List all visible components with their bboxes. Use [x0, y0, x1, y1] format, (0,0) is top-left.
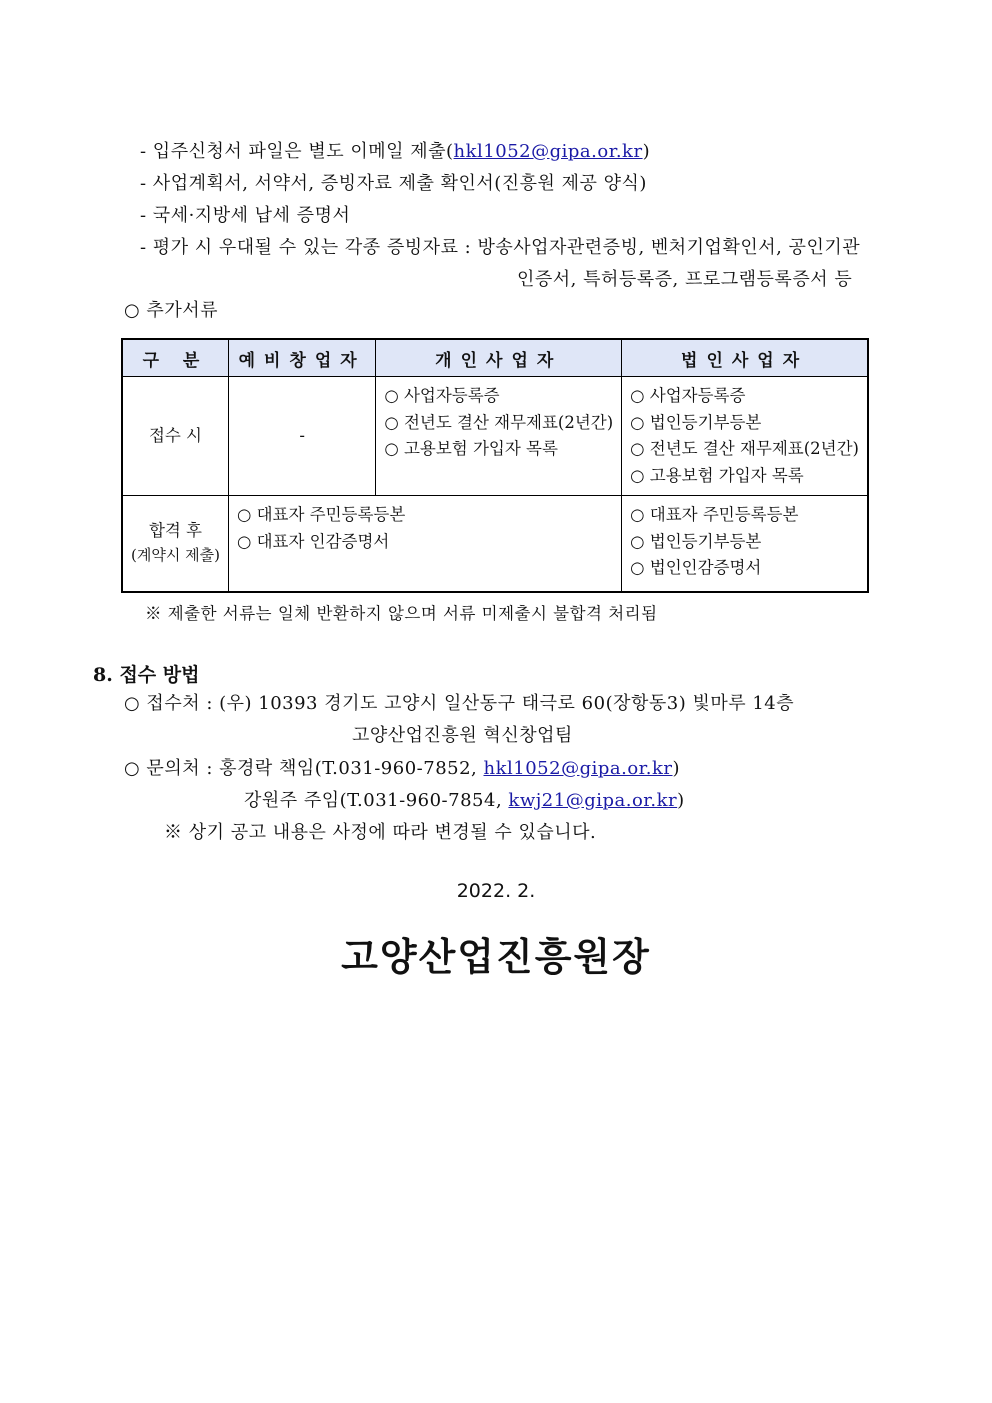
- list-item: ○ 법인등기부등본: [630, 412, 762, 432]
- email-link[interactable]: hkl1052@gipa.or.kr: [453, 141, 643, 162]
- row-label-line2: (계약시 제출): [131, 546, 220, 565]
- corporate-cell: [622, 496, 868, 592]
- list-item: ○ 전년도 결산 재무제표(2년간): [630, 439, 859, 458]
- pre-founder-cell: -: [228, 377, 375, 496]
- list-item: ○ 고용보험 가입자 목록: [630, 465, 804, 485]
- header-pre-founder: 예비창업자: [228, 339, 375, 377]
- address-team: 고양산업진흥원 혁신창업팀: [352, 725, 573, 746]
- list-item: ○ 대표자 주민등록등본: [630, 505, 799, 524]
- email-link[interactable]: hkl1052@gipa.or.kr: [483, 758, 673, 779]
- line-text-end: ): [642, 141, 651, 162]
- contact-text: ○ 문의처 : 홍경락 책임(T.031-960-7852,: [124, 758, 484, 779]
- address-line: ○ 접수처 : (우) 10393 경기도 고양시 일산동구 태극로 60(장항동3) 빛마루 14층: [124, 693, 795, 714]
- shared-cell: [228, 496, 621, 592]
- change-notice: ※ 상기 공고 내용은 사정에 따라 변경될 수 있습니다.: [164, 822, 597, 843]
- doc-line-evidence: - 평가 시 우대될 수 있는 각종 증빙자료 : 방송사업자관련증빙, 벤처기업확인서, 공인기관: [140, 237, 861, 258]
- extra-docs-label: ○ 추가서류: [124, 300, 218, 321]
- list-item: ○ 법인등기부등본: [630, 531, 762, 551]
- table-row: [122, 377, 868, 496]
- email-link[interactable]: kwj21@gipa.or.kr: [508, 790, 678, 811]
- list-item: ○ 법인인감증명서: [630, 558, 762, 577]
- list-item: ○ 대표자 주민등록등본: [236, 505, 406, 524]
- contact-line-1: [124, 757, 680, 781]
- header-category: 구 분: [122, 339, 228, 377]
- individual-cell: [376, 377, 622, 496]
- doc-line-evidence-cont: 인증서, 특허등록증, 프로그램등록증서 등: [517, 269, 853, 290]
- row-label-on-receipt: 접수 시: [122, 377, 228, 496]
- list-item: ○ 사업자등록증: [384, 386, 500, 405]
- table-row: [122, 496, 868, 592]
- header-individual: 개인사업자: [376, 339, 622, 377]
- contact-text: 강원주 주임(T.031-960-7854,: [244, 790, 509, 811]
- section-heading: 8. 접수 방법: [93, 664, 200, 686]
- documents-table: [121, 338, 869, 593]
- contact-text-end: ): [672, 758, 681, 779]
- line-text: - 입주신청서 파일은 별도 이메일 제출(: [140, 141, 454, 162]
- table-note: ※ 제출한 서류는 일체 반환하지 않으며 서류 미제출시 불합격 처리됨: [145, 604, 658, 623]
- corporate-cell: [622, 377, 868, 496]
- doc-line-business-plan: - 사업계획서, 서약서, 증빙자료 제출 확인서(진흥원 제공 양식): [140, 173, 647, 194]
- signature-title: 고양산업진흥원장: [341, 934, 651, 979]
- contact-text-end: ): [677, 790, 685, 811]
- doc-line-tax-certificate: - 국세·지방세 납세 증명서: [140, 205, 351, 226]
- row-label-line1: 합격 후: [148, 521, 202, 541]
- row-label-after-pass: [122, 496, 228, 592]
- contact-line-2: [244, 789, 685, 813]
- list-item: ○ 대표자 인감증명서: [236, 531, 390, 551]
- document-date: 2022. 2.: [456, 880, 536, 902]
- header-corporate: 법인사업자: [622, 339, 868, 377]
- list-item: ○ 사업자등록증: [630, 386, 746, 405]
- table-header-row: [122, 339, 868, 377]
- doc-line-email-submit: [140, 140, 650, 164]
- list-item: ○ 전년도 결산 재무제표(2년간): [384, 412, 614, 432]
- list-item: ○ 고용보험 가입자 목록: [384, 439, 558, 458]
